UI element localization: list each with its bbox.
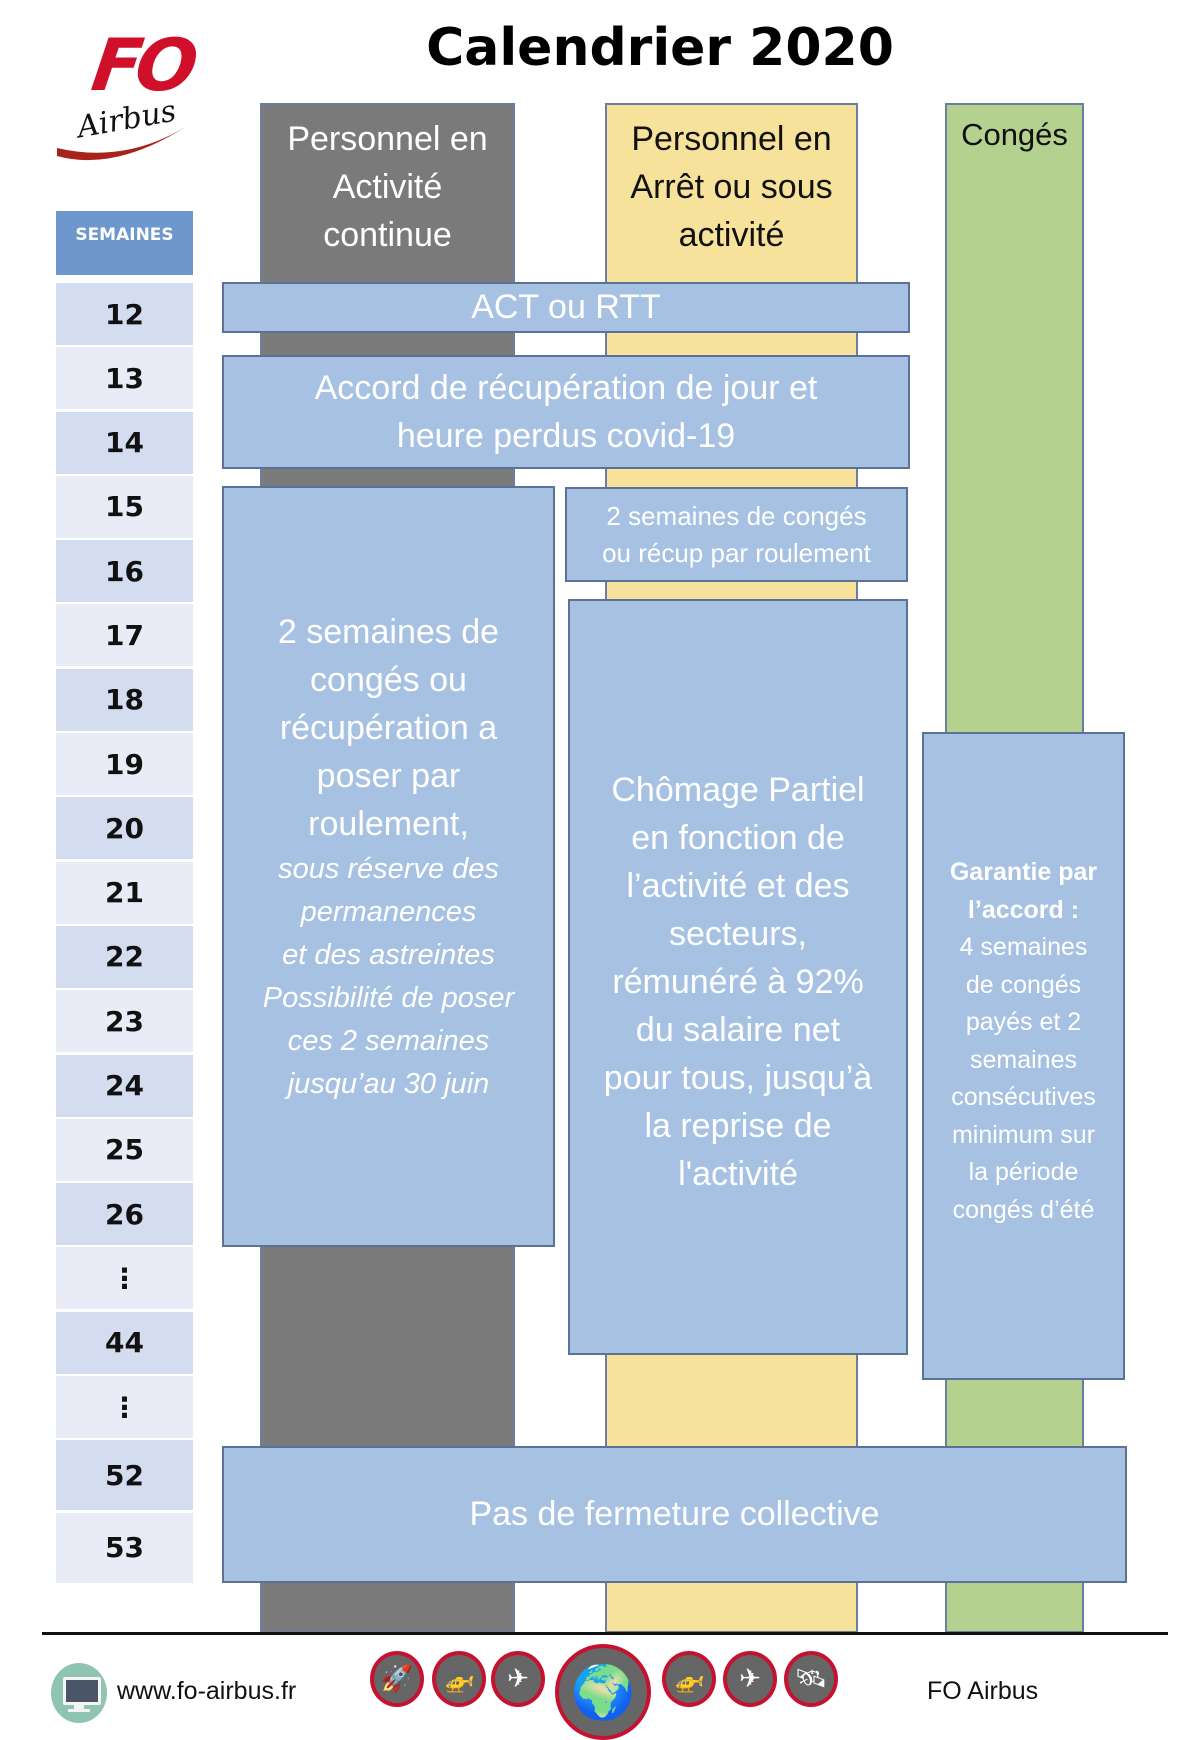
- week-ellipsis-row: ⋮: [56, 1247, 193, 1309]
- week-row: 18: [56, 669, 193, 731]
- rocket-icon: 🚀: [370, 1651, 424, 1707]
- accord-recuperation-box: [222, 355, 910, 469]
- column-header-line: Activité: [332, 168, 443, 206]
- box-line: 4 semaines: [959, 933, 1088, 961]
- week-row: 22: [56, 926, 193, 988]
- box-line: ou récup par roulement: [602, 537, 871, 568]
- footer-divider: [42, 1632, 1168, 1635]
- box-line: heure perdus covid-19: [396, 417, 736, 455]
- week-row: 52: [56, 1440, 193, 1510]
- box-line: 2 semaines de: [277, 613, 500, 651]
- box-italic-line: permanences: [300, 896, 477, 928]
- week-row: 19: [56, 733, 193, 795]
- box-line: secteurs,: [669, 915, 807, 953]
- week-row: 16: [56, 540, 193, 602]
- box-line: consécutives: [951, 1083, 1096, 1111]
- fo-airbus-logo: [55, 25, 215, 185]
- box-line: congés d’été: [952, 1195, 1095, 1224]
- week-row: 14: [56, 412, 193, 474]
- box-line: l’activité et des: [626, 867, 850, 905]
- box-line: congés ou: [310, 661, 467, 699]
- box-line: la période: [968, 1158, 1079, 1186]
- week-row: 15: [56, 476, 193, 538]
- box-line: du salaire net: [635, 1011, 841, 1049]
- box-italic-line: sous réserve des: [278, 853, 499, 885]
- week-row: 23: [56, 990, 193, 1052]
- helicopter-icon: 🚁: [432, 1651, 486, 1707]
- week-row: 20: [56, 797, 193, 859]
- box-line: rémunéré à 92%: [612, 963, 864, 1001]
- box-line: de congés: [965, 970, 1082, 999]
- helicopter-icon: 🚁: [662, 1651, 716, 1707]
- week-row: 26: [56, 1183, 193, 1245]
- week-row: 17: [56, 604, 193, 666]
- box-line: payés et 2: [965, 1008, 1082, 1036]
- box-italic-line: Possibilité de poser: [262, 982, 515, 1014]
- act-rtt-box: ACT ou RTT: [222, 282, 910, 333]
- plane-icon: ✈: [491, 1651, 545, 1707]
- week-row: 44: [56, 1312, 193, 1374]
- box-bold-line: Garantie par: [949, 858, 1098, 886]
- satellite-icon: 🛰: [784, 1651, 838, 1707]
- box-line: l'activité: [678, 1155, 798, 1193]
- week-row: 21: [56, 862, 193, 924]
- conges-roulement-box: [222, 486, 555, 1247]
- box-line: pour tous, jusqu’à: [603, 1059, 873, 1097]
- column-header-line: Congés: [961, 117, 1068, 152]
- logo-airbus-text: Airbus: [74, 93, 179, 146]
- week-row: 13: [56, 347, 193, 409]
- monitor-icon: [51, 1663, 107, 1723]
- box-line: la reprise de: [644, 1107, 832, 1145]
- column-header-line: activité: [678, 216, 785, 254]
- box-line: Chômage Partiel: [611, 771, 865, 809]
- globe-icon: 🌍: [555, 1644, 651, 1740]
- garantie-accord-box: [922, 732, 1125, 1380]
- box-italic-line: ces 2 semaines: [287, 1025, 490, 1057]
- brand-name: FO Airbus: [927, 1677, 1039, 1705]
- column-header: [262, 115, 513, 259]
- logo-swoosh-icon: [55, 120, 190, 170]
- website-link[interactable]: www.fo-airbus.fr: [117, 1677, 297, 1705]
- week-row: 12: [56, 283, 193, 345]
- pas-de-fermeture-box: Pas de fermeture collective: [222, 1446, 1127, 1583]
- week-row: 25: [56, 1119, 193, 1181]
- box-line: récupération a: [279, 709, 498, 747]
- box-italic-line: et des astreintes: [282, 939, 495, 971]
- week-ellipsis-row: ⋮: [56, 1376, 193, 1438]
- week-row: 53: [56, 1513, 193, 1583]
- page-title: Calendrier 2020: [426, 18, 894, 78]
- weeks-header: SEMAINES: [56, 211, 193, 275]
- box-line: en fonction de: [631, 819, 845, 857]
- column-header-line: continue: [323, 216, 452, 254]
- column-header: [947, 111, 1082, 159]
- airplane-icon: ✈: [723, 1651, 777, 1707]
- box-italic-line: jusqu’au 30 juin: [287, 1068, 490, 1100]
- box-line: poser par: [316, 757, 461, 795]
- box-line: roulement,: [308, 805, 469, 843]
- weeks-table: [56, 211, 193, 1585]
- chomage-partiel-box: [568, 599, 908, 1355]
- column-header-line: Arrêt ou sous: [630, 168, 833, 206]
- box-line: 2 semaines de congés: [606, 500, 867, 531]
- column-header: [607, 115, 856, 259]
- conges-recup-roulement-box: [565, 487, 908, 582]
- box-line: semaines: [970, 1045, 1077, 1074]
- column-header-line: Personnel en: [631, 120, 832, 158]
- box-line: Accord de récupération de jour et: [314, 369, 818, 407]
- column-header-line: Personnel en: [287, 120, 488, 158]
- box-bold-line: l’accord :: [967, 895, 1080, 924]
- week-row: 24: [56, 1055, 193, 1117]
- box-line: minimum sur: [951, 1120, 1096, 1149]
- logo-fo-text: FO: [87, 23, 198, 107]
